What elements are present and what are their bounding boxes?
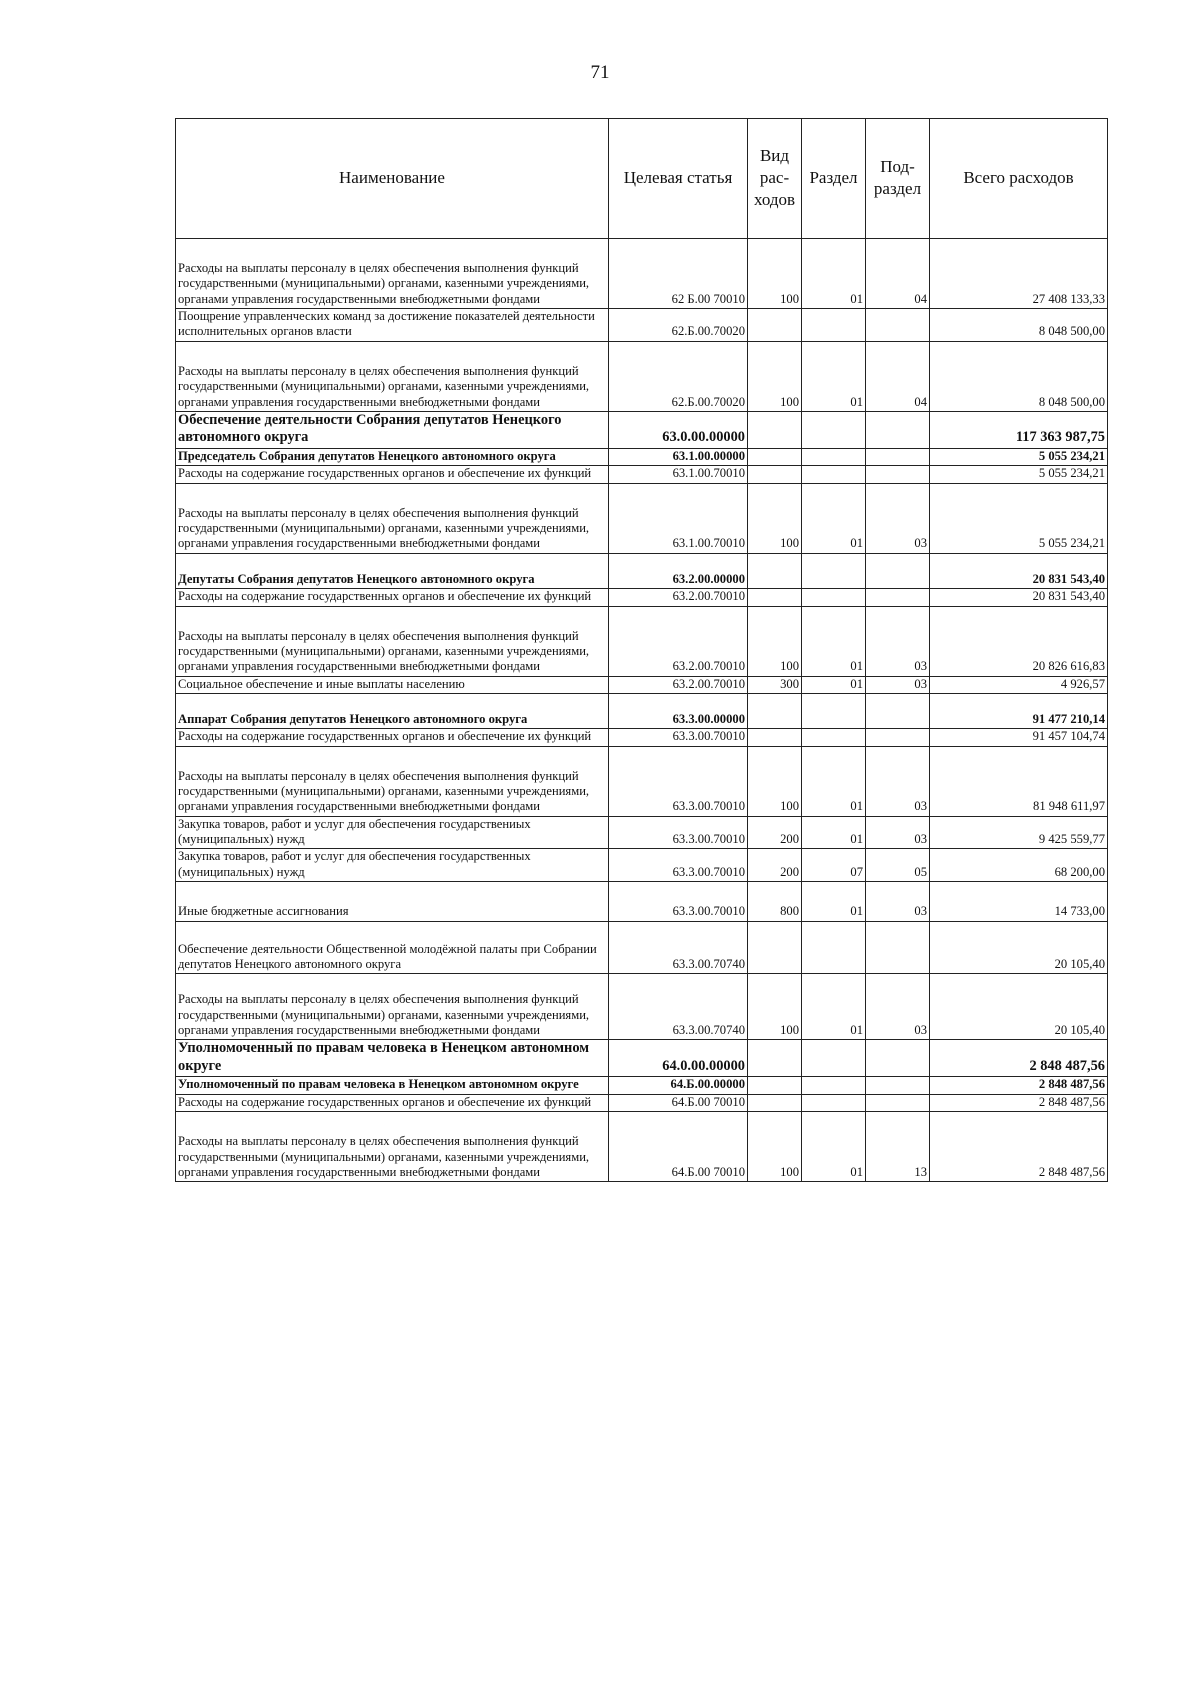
cell-target: 64.Б.00 70010	[609, 1094, 748, 1111]
cell-podrazdel: 03	[866, 746, 930, 816]
table-row	[176, 1077, 1108, 1094]
cell-podrazdel	[866, 693, 930, 728]
cell-razdel: 07	[802, 849, 866, 882]
table-row	[176, 309, 1108, 342]
cell-podrazdel: 03	[866, 816, 930, 849]
cell-vid: 300	[748, 676, 802, 693]
table-row	[176, 849, 1108, 882]
cell-vid	[748, 1094, 802, 1111]
page-number: 71	[590, 62, 610, 83]
cell-total: 2 848 487,56	[930, 1077, 1108, 1094]
cell-total: 91 457 104,74	[930, 729, 1108, 746]
table-row	[176, 1040, 1108, 1077]
cell-vid: 800	[748, 882, 802, 921]
cell-total: 9 425 559,77	[930, 816, 1108, 849]
cell-vid	[748, 729, 802, 746]
table-row	[176, 411, 1108, 448]
cell-total: 8 048 500,00	[930, 309, 1108, 342]
cell-vid: 100	[748, 1112, 802, 1182]
table-body	[176, 239, 1108, 1182]
table-row	[176, 921, 1108, 974]
cell-total: 8 048 500,00	[930, 341, 1108, 411]
table-row	[176, 816, 1108, 849]
cell-name: Расходы на выплаты персоналу в целях обеспечения выполнения функций государственными (муниципальными) органами, казенными учреждениями, органами управления государственными внебюджетными фондами	[176, 606, 609, 676]
cell-name: Обеспечение деятельности Собрания депутатов Ненецкого автономного округа	[176, 411, 609, 448]
cell-target: 64.Б.00.00000	[609, 1077, 748, 1094]
cell-razdel: 01	[802, 1112, 866, 1182]
cell-razdel	[802, 729, 866, 746]
cell-podrazdel	[866, 309, 930, 342]
cell-podrazdel: 04	[866, 341, 930, 411]
cell-total: 117 363 987,75	[930, 411, 1108, 448]
cell-target: 63.2.00.70010	[609, 606, 748, 676]
cell-target: 63.3.00.70010	[609, 746, 748, 816]
table-row	[176, 341, 1108, 411]
column-header-podrazdel: Под- раздел	[866, 119, 930, 239]
cell-total: 91 477 210,14	[930, 693, 1108, 728]
cell-vid: 200	[748, 849, 802, 882]
cell-podrazdel	[866, 466, 930, 483]
column-header-vid: Вид рас- ходов	[748, 119, 802, 239]
cell-name: Иные бюджетные ассигнования	[176, 882, 609, 921]
table-row	[176, 676, 1108, 693]
cell-razdel	[802, 309, 866, 342]
cell-razdel	[802, 921, 866, 974]
cell-vid: 100	[748, 974, 802, 1040]
cell-target: 63.2.00.70010	[609, 589, 748, 606]
cell-razdel	[802, 466, 866, 483]
table-row	[176, 589, 1108, 606]
cell-name: Уполномоченный по правам человека в Ненецком автономном округе	[176, 1077, 609, 1094]
cell-vid	[748, 1077, 802, 1094]
column-header-name: Наименование	[176, 119, 609, 239]
cell-target: 63.1.00.00000	[609, 449, 748, 466]
cell-total: 27 408 133,33	[930, 239, 1108, 309]
cell-name: Расходы на содержание государственных органов и обеспечение их функций	[176, 466, 609, 483]
cell-podrazdel	[866, 729, 930, 746]
cell-razdel	[802, 553, 866, 588]
cell-name: Уполномоченный по правам человека в Ненецком автономном округе	[176, 1040, 609, 1077]
cell-target: 63.1.00.70010	[609, 483, 748, 553]
cell-name: Закупка товаров, работ и услуг для обеспечения государственных (муниципальных) нужд	[176, 849, 609, 882]
cell-vid	[748, 553, 802, 588]
cell-podrazdel	[866, 553, 930, 588]
cell-podrazdel: 04	[866, 239, 930, 309]
cell-total: 5 055 234,21	[930, 449, 1108, 466]
cell-total: 81 948 611,97	[930, 746, 1108, 816]
cell-target: 63.3.00.70010	[609, 882, 748, 921]
cell-name: Расходы на выплаты персоналу в целях обеспечения выполнения функций государственными (муниципальными) органами, казенными учреждениями, органами управления государственными внебюджетными фондами	[176, 974, 609, 1040]
column-header-total: Всего расходов	[930, 119, 1108, 239]
cell-target: 62.Б.00.70020	[609, 309, 748, 342]
cell-vid	[748, 693, 802, 728]
cell-target: 63.3.00.00000	[609, 693, 748, 728]
cell-name: Поощрение управленческих команд за достижение показателей деятельности исполнительных органов власти	[176, 309, 609, 342]
cell-razdel	[802, 411, 866, 448]
cell-name: Расходы на выплаты персоналу в целях обеспечения выполнения функций государственными (муниципальными) органами, казенными учреждениями, органами управления государственными внебюджетными фондами	[176, 483, 609, 553]
table-row	[176, 746, 1108, 816]
cell-podrazdel: 03	[866, 882, 930, 921]
cell-total: 20 105,40	[930, 974, 1108, 1040]
cell-target: 63.3.00.70010	[609, 849, 748, 882]
cell-vid	[748, 1040, 802, 1077]
cell-target: 64.Б.00 70010	[609, 1112, 748, 1182]
cell-podrazdel	[866, 1077, 930, 1094]
cell-podrazdel	[866, 1094, 930, 1111]
table-row	[176, 729, 1108, 746]
column-header-target: Целевая статья	[609, 119, 748, 239]
cell-razdel: 01	[802, 816, 866, 849]
cell-target: 63.3.00.70740	[609, 974, 748, 1040]
cell-vid	[748, 921, 802, 974]
cell-razdel: 01	[802, 239, 866, 309]
cell-target: 63.3.00.70740	[609, 921, 748, 974]
cell-target: 62 Б.00 70010	[609, 239, 748, 309]
table-row	[176, 553, 1108, 588]
cell-name: Аппарат Собрания депутатов Ненецкого автономного округа	[176, 693, 609, 728]
cell-name: Расходы на содержание государственных органов и обеспечение их функций	[176, 729, 609, 746]
cell-vid	[748, 309, 802, 342]
cell-vid: 100	[748, 746, 802, 816]
cell-name: Расходы на выплаты персоналу в целях обеспечения выполнения функций государственными (муниципальными) органами, казенными учреждениями, органами управления государственными внебюджетными фондами	[176, 746, 609, 816]
cell-total: 2 848 487,56	[930, 1112, 1108, 1182]
cell-target: 63.3.00.70010	[609, 729, 748, 746]
cell-name: Обеспечение деятельности Общественной молодёжной палаты при Собрании депутатов Ненецкого автономного округа	[176, 921, 609, 974]
cell-vid	[748, 449, 802, 466]
cell-total: 20 831 543,40	[930, 553, 1108, 588]
cell-vid: 200	[748, 816, 802, 849]
cell-razdel	[802, 693, 866, 728]
cell-razdel: 01	[802, 606, 866, 676]
cell-target: 63.2.00.70010	[609, 676, 748, 693]
cell-name: Председатель Собрания депутатов Ненецкого автономного округа	[176, 449, 609, 466]
cell-razdel	[802, 1040, 866, 1077]
column-header-razdel: Раздел	[802, 119, 866, 239]
cell-name: Расходы на выплаты персоналу в целях обеспечения выполнения функций государственными (муниципальными) органами, казенными учреждениями, органами управления государственными внебюджетными фондами	[176, 239, 609, 309]
cell-total: 5 055 234,21	[930, 483, 1108, 553]
cell-target: 64.0.00.00000	[609, 1040, 748, 1077]
cell-podrazdel: 13	[866, 1112, 930, 1182]
table-row	[176, 974, 1108, 1040]
cell-target: 63.0.00.00000	[609, 411, 748, 448]
cell-podrazdel: 03	[866, 483, 930, 553]
cell-podrazdel: 03	[866, 676, 930, 693]
budget-table	[175, 118, 1108, 1182]
table-row	[176, 449, 1108, 466]
table-row	[176, 1094, 1108, 1111]
cell-total: 2 848 487,56	[930, 1040, 1108, 1077]
cell-total: 20 826 616,83	[930, 606, 1108, 676]
cell-podrazdel: 03	[866, 606, 930, 676]
cell-razdel: 01	[802, 974, 866, 1040]
cell-vid: 100	[748, 606, 802, 676]
cell-vid: 100	[748, 341, 802, 411]
table-row	[176, 239, 1108, 309]
cell-name: Расходы на выплаты персоналу в целях обеспечения выполнения функций государственными (муниципальными) органами, казенными учреждениями, органами управления государственными внебюджетными фондами	[176, 341, 609, 411]
cell-razdel	[802, 1077, 866, 1094]
cell-name: Расходы на содержание государственных органов и обеспечение их функций	[176, 1094, 609, 1111]
cell-name: Депутаты Собрания депутатов Ненецкого автономного округа	[176, 553, 609, 588]
cell-total: 68 200,00	[930, 849, 1108, 882]
cell-razdel: 01	[802, 483, 866, 553]
cell-total: 4 926,57	[930, 676, 1108, 693]
cell-razdel	[802, 589, 866, 606]
cell-podrazdel	[866, 589, 930, 606]
cell-total: 14 733,00	[930, 882, 1108, 921]
cell-vid	[748, 411, 802, 448]
cell-razdel	[802, 1094, 866, 1111]
cell-total: 20 831 543,40	[930, 589, 1108, 606]
table-row	[176, 693, 1108, 728]
cell-target: 63.2.00.00000	[609, 553, 748, 588]
table-row	[176, 1112, 1108, 1182]
cell-total: 5 055 234,21	[930, 466, 1108, 483]
cell-name: Расходы на выплаты персоналу в целях обеспечения выполнения функций государственными (муниципальными) органами, казенными учреждениями, органами управления государственными внебюджетными фондами	[176, 1112, 609, 1182]
cell-razdel: 01	[802, 676, 866, 693]
cell-razdel	[802, 449, 866, 466]
cell-podrazdel	[866, 411, 930, 448]
cell-razdel: 01	[802, 746, 866, 816]
cell-vid: 100	[748, 239, 802, 309]
table-row	[176, 483, 1108, 553]
cell-vid	[748, 589, 802, 606]
table-header	[176, 119, 1108, 239]
cell-vid: 100	[748, 483, 802, 553]
cell-total: 2 848 487,56	[930, 1094, 1108, 1111]
cell-podrazdel: 05	[866, 849, 930, 882]
cell-target: 63.1.00.70010	[609, 466, 748, 483]
table-row	[176, 606, 1108, 676]
cell-name: Расходы на содержание государственных органов и обеспечение их функций	[176, 589, 609, 606]
cell-podrazdel	[866, 921, 930, 974]
cell-total: 20 105,40	[930, 921, 1108, 974]
cell-target: 63.3.00.70010	[609, 816, 748, 849]
cell-podrazdel: 03	[866, 974, 930, 1040]
cell-podrazdel	[866, 449, 930, 466]
cell-vid	[748, 466, 802, 483]
cell-podrazdel	[866, 1040, 930, 1077]
table-row	[176, 466, 1108, 483]
cell-name: Закупка товаров, работ и услуг для обеспечения государствениых (муниципальных) нужд	[176, 816, 609, 849]
cell-razdel: 01	[802, 882, 866, 921]
cell-razdel: 01	[802, 341, 866, 411]
cell-target: 62.Б.00.70020	[609, 341, 748, 411]
table-row	[176, 882, 1108, 921]
cell-name: Социальное обеспечение и иные выплаты населению	[176, 676, 609, 693]
